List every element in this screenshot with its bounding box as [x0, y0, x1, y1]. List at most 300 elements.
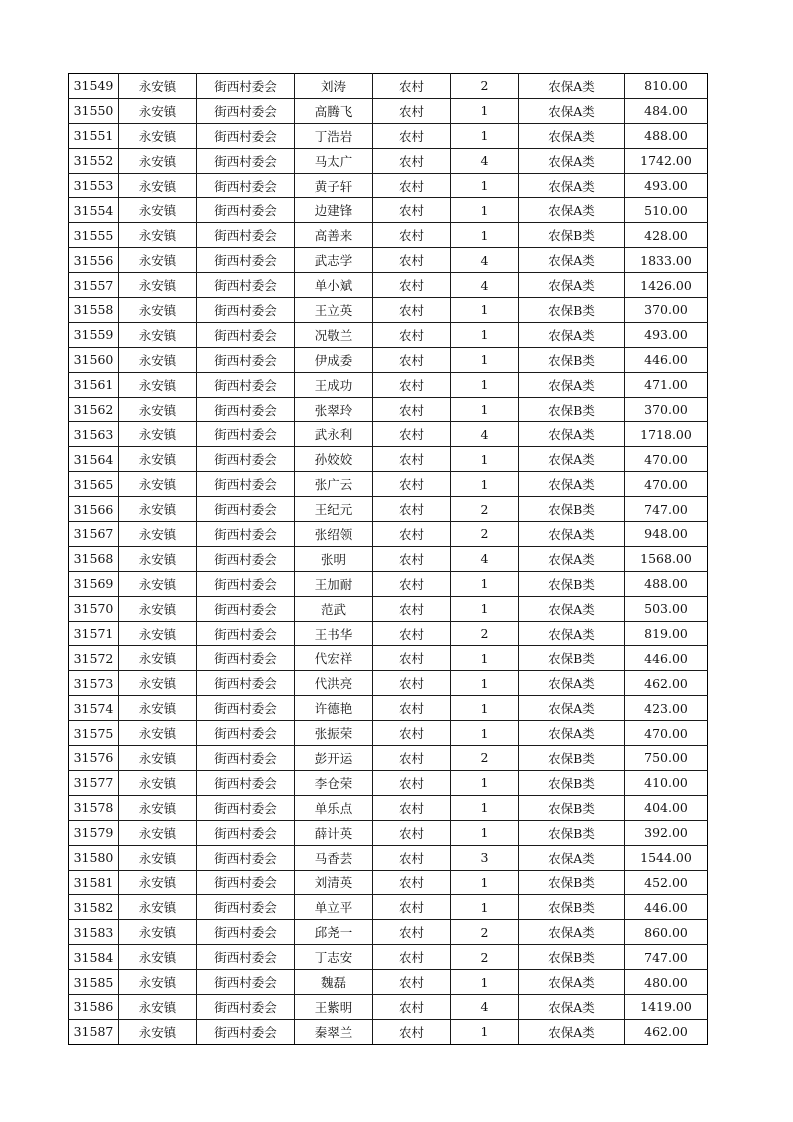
amount-cell: 1833.00: [625, 248, 708, 273]
record-id-cell: 31561: [69, 372, 119, 397]
residence-type-cell: 农村: [373, 148, 451, 173]
person-name-cell: 魏磊: [295, 970, 373, 995]
town-cell: 永安镇: [119, 223, 197, 248]
insurance-category-cell: 农保B类: [519, 895, 625, 920]
record-id-cell: 31552: [69, 148, 119, 173]
table-row: [69, 397, 708, 422]
insurance-category-cell: 农保A类: [519, 1019, 625, 1044]
town-cell: 永安镇: [119, 845, 197, 870]
document-page: [68, 73, 708, 1045]
person-name-cell: 秦翠兰: [295, 1019, 373, 1044]
town-cell: 永安镇: [119, 98, 197, 123]
table-row: [69, 770, 708, 795]
town-cell: 永安镇: [119, 1019, 197, 1044]
town-cell: 永安镇: [119, 173, 197, 198]
residence-type-cell: 农村: [373, 472, 451, 497]
table-row: [69, 920, 708, 945]
village-committee-cell: 街西村委会: [197, 820, 295, 845]
record-id-cell: 31575: [69, 721, 119, 746]
amount-cell: 747.00: [625, 497, 708, 522]
residence-type-cell: 农村: [373, 721, 451, 746]
amount-cell: 392.00: [625, 820, 708, 845]
household-count-cell: 1: [451, 696, 519, 721]
amount-cell: 446.00: [625, 646, 708, 671]
table-row: [69, 895, 708, 920]
residence-type-cell: 农村: [373, 74, 451, 99]
record-id-cell: 31566: [69, 497, 119, 522]
household-count-cell: 1: [451, 770, 519, 795]
person-name-cell: 高腾飞: [295, 98, 373, 123]
village-committee-cell: 街西村委会: [197, 696, 295, 721]
residence-type-cell: 农村: [373, 397, 451, 422]
person-name-cell: 张翠玲: [295, 397, 373, 422]
amount-cell: 1426.00: [625, 273, 708, 298]
residence-type-cell: 农村: [373, 322, 451, 347]
roster-body: [69, 74, 708, 1045]
town-cell: 永安镇: [119, 148, 197, 173]
town-cell: 永安镇: [119, 248, 197, 273]
residence-type-cell: 农村: [373, 945, 451, 970]
residence-type-cell: 农村: [373, 298, 451, 323]
insurance-category-cell: 农保B类: [519, 397, 625, 422]
record-id-cell: 31570: [69, 596, 119, 621]
residence-type-cell: 农村: [373, 497, 451, 522]
residence-type-cell: 农村: [373, 870, 451, 895]
town-cell: 永安镇: [119, 298, 197, 323]
person-name-cell: 单立平: [295, 895, 373, 920]
village-committee-cell: 街西村委会: [197, 198, 295, 223]
village-committee-cell: 街西村委会: [197, 970, 295, 995]
record-id-cell: 31550: [69, 98, 119, 123]
record-id-cell: 31563: [69, 422, 119, 447]
person-name-cell: 丁浩岩: [295, 123, 373, 148]
insurance-category-cell: 农保A类: [519, 198, 625, 223]
person-name-cell: 张绍领: [295, 522, 373, 547]
table-row: [69, 970, 708, 995]
insurance-category-cell: 农保B类: [519, 795, 625, 820]
insurance-category-cell: 农保A类: [519, 621, 625, 646]
household-count-cell: 1: [451, 123, 519, 148]
residence-type-cell: 农村: [373, 422, 451, 447]
table-row: [69, 322, 708, 347]
village-committee-cell: 街西村委会: [197, 497, 295, 522]
amount-cell: 462.00: [625, 671, 708, 696]
amount-cell: 423.00: [625, 696, 708, 721]
table-row: [69, 447, 708, 472]
residence-type-cell: 农村: [373, 347, 451, 372]
village-committee-cell: 街西村委会: [197, 571, 295, 596]
record-id-cell: 31556: [69, 248, 119, 273]
table-row: [69, 98, 708, 123]
person-name-cell: 伊成委: [295, 347, 373, 372]
insurance-category-cell: 农保B类: [519, 497, 625, 522]
amount-cell: 428.00: [625, 223, 708, 248]
person-name-cell: 黄子轩: [295, 173, 373, 198]
amount-cell: 370.00: [625, 298, 708, 323]
insurance-category-cell: 农保B类: [519, 223, 625, 248]
residence-type-cell: 农村: [373, 1019, 451, 1044]
household-count-cell: 1: [451, 472, 519, 497]
village-committee-cell: 街西村委会: [197, 223, 295, 248]
table-row: [69, 347, 708, 372]
record-id-cell: 31568: [69, 546, 119, 571]
record-id-cell: 31558: [69, 298, 119, 323]
table-row: [69, 372, 708, 397]
table-row: [69, 74, 708, 99]
village-committee-cell: 街西村委会: [197, 671, 295, 696]
person-name-cell: 王加耐: [295, 571, 373, 596]
village-committee-cell: 街西村委会: [197, 273, 295, 298]
table-row: [69, 596, 708, 621]
household-count-cell: 1: [451, 298, 519, 323]
village-committee-cell: 街西村委会: [197, 845, 295, 870]
residence-type-cell: 农村: [373, 546, 451, 571]
table-row: [69, 746, 708, 771]
town-cell: 永安镇: [119, 994, 197, 1019]
table-row: [69, 198, 708, 223]
person-name-cell: 代洪亮: [295, 671, 373, 696]
record-id-cell: 31577: [69, 770, 119, 795]
table-row: [69, 845, 708, 870]
household-count-cell: 1: [451, 1019, 519, 1044]
record-id-cell: 31564: [69, 447, 119, 472]
village-committee-cell: 街西村委会: [197, 148, 295, 173]
insurance-category-cell: 农保B类: [519, 298, 625, 323]
village-committee-cell: 街西村委会: [197, 795, 295, 820]
village-committee-cell: 街西村委会: [197, 347, 295, 372]
insurance-category-cell: 农保A类: [519, 970, 625, 995]
person-name-cell: 许德艳: [295, 696, 373, 721]
record-id-cell: 31551: [69, 123, 119, 148]
table-row: [69, 248, 708, 273]
village-committee-cell: 街西村委会: [197, 920, 295, 945]
insurance-category-cell: 农保A类: [519, 173, 625, 198]
record-id-cell: 31549: [69, 74, 119, 99]
village-committee-cell: 街西村委会: [197, 721, 295, 746]
record-id-cell: 31586: [69, 994, 119, 1019]
insurance-category-cell: 农保A类: [519, 721, 625, 746]
village-committee-cell: 街西村委会: [197, 870, 295, 895]
town-cell: 永安镇: [119, 447, 197, 472]
village-committee-cell: 街西村委会: [197, 98, 295, 123]
residence-type-cell: 农村: [373, 696, 451, 721]
town-cell: 永安镇: [119, 621, 197, 646]
table-row: [69, 173, 708, 198]
insurance-category-cell: 农保B类: [519, 746, 625, 771]
amount-cell: 452.00: [625, 870, 708, 895]
household-count-cell: 1: [451, 646, 519, 671]
residence-type-cell: 农村: [373, 123, 451, 148]
insurance-category-cell: 农保A类: [519, 273, 625, 298]
residence-type-cell: 农村: [373, 970, 451, 995]
household-count-cell: 1: [451, 596, 519, 621]
village-committee-cell: 街西村委会: [197, 646, 295, 671]
town-cell: 永安镇: [119, 646, 197, 671]
residence-type-cell: 农村: [373, 994, 451, 1019]
amount-cell: 1742.00: [625, 148, 708, 173]
amount-cell: 446.00: [625, 895, 708, 920]
insurance-category-cell: 农保A类: [519, 920, 625, 945]
person-name-cell: 刘清英: [295, 870, 373, 895]
person-name-cell: 丁志安: [295, 945, 373, 970]
village-committee-cell: 街西村委会: [197, 372, 295, 397]
town-cell: 永安镇: [119, 696, 197, 721]
person-name-cell: 单小斌: [295, 273, 373, 298]
insurance-category-cell: 农保A类: [519, 322, 625, 347]
residence-type-cell: 农村: [373, 845, 451, 870]
amount-cell: 1544.00: [625, 845, 708, 870]
table-row: [69, 1019, 708, 1044]
person-name-cell: 张广云: [295, 472, 373, 497]
table-row: [69, 646, 708, 671]
household-count-cell: 1: [451, 347, 519, 372]
record-id-cell: 31584: [69, 945, 119, 970]
person-name-cell: 薛计英: [295, 820, 373, 845]
village-committee-cell: 街西村委会: [197, 746, 295, 771]
residence-type-cell: 农村: [373, 746, 451, 771]
town-cell: 永安镇: [119, 746, 197, 771]
insurance-category-cell: 农保B类: [519, 870, 625, 895]
residence-type-cell: 农村: [373, 522, 451, 547]
town-cell: 永安镇: [119, 273, 197, 298]
household-count-cell: 2: [451, 522, 519, 547]
table-row: [69, 994, 708, 1019]
village-committee-cell: 街西村委会: [197, 546, 295, 571]
town-cell: 永安镇: [119, 596, 197, 621]
household-count-cell: 1: [451, 198, 519, 223]
record-id-cell: 31582: [69, 895, 119, 920]
table-row: [69, 472, 708, 497]
record-id-cell: 31555: [69, 223, 119, 248]
village-committee-cell: 街西村委会: [197, 895, 295, 920]
record-id-cell: 31567: [69, 522, 119, 547]
insurance-category-cell: 农保B类: [519, 571, 625, 596]
amount-cell: 510.00: [625, 198, 708, 223]
village-committee-cell: 街西村委会: [197, 74, 295, 99]
amount-cell: 470.00: [625, 472, 708, 497]
village-committee-cell: 街西村委会: [197, 1019, 295, 1044]
amount-cell: 488.00: [625, 123, 708, 148]
insurance-category-cell: 农保A类: [519, 74, 625, 99]
village-committee-cell: 街西村委会: [197, 422, 295, 447]
town-cell: 永安镇: [119, 522, 197, 547]
village-committee-cell: 街西村委会: [197, 397, 295, 422]
record-id-cell: 31559: [69, 322, 119, 347]
village-committee-cell: 街西村委会: [197, 472, 295, 497]
insurance-category-cell: 农保A类: [519, 845, 625, 870]
amount-cell: 948.00: [625, 522, 708, 547]
insurance-category-cell: 农保A类: [519, 123, 625, 148]
town-cell: 永安镇: [119, 970, 197, 995]
village-committee-cell: 街西村委会: [197, 173, 295, 198]
table-row: [69, 497, 708, 522]
household-count-cell: 1: [451, 820, 519, 845]
person-name-cell: 范武: [295, 596, 373, 621]
town-cell: 永安镇: [119, 546, 197, 571]
amount-cell: 503.00: [625, 596, 708, 621]
table-row: [69, 522, 708, 547]
amount-cell: 404.00: [625, 795, 708, 820]
residence-type-cell: 农村: [373, 671, 451, 696]
person-name-cell: 王纪元: [295, 497, 373, 522]
insurance-category-cell: 农保A类: [519, 98, 625, 123]
household-count-cell: 2: [451, 746, 519, 771]
table-row: [69, 870, 708, 895]
person-name-cell: 单乐点: [295, 795, 373, 820]
table-row: [69, 721, 708, 746]
amount-cell: 470.00: [625, 721, 708, 746]
residence-type-cell: 农村: [373, 770, 451, 795]
amount-cell: 1419.00: [625, 994, 708, 1019]
town-cell: 永安镇: [119, 870, 197, 895]
person-name-cell: 邱尧一: [295, 920, 373, 945]
town-cell: 永安镇: [119, 945, 197, 970]
amount-cell: 480.00: [625, 970, 708, 995]
village-committee-cell: 街西村委会: [197, 945, 295, 970]
town-cell: 永安镇: [119, 671, 197, 696]
town-cell: 永安镇: [119, 198, 197, 223]
village-committee-cell: 街西村委会: [197, 248, 295, 273]
table-row: [69, 571, 708, 596]
residence-type-cell: 农村: [373, 198, 451, 223]
record-id-cell: 31581: [69, 870, 119, 895]
amount-cell: 1568.00: [625, 546, 708, 571]
person-name-cell: 边建锋: [295, 198, 373, 223]
table-row: [69, 422, 708, 447]
household-count-cell: 1: [451, 173, 519, 198]
insurance-category-cell: 农保A类: [519, 696, 625, 721]
record-id-cell: 31572: [69, 646, 119, 671]
residence-type-cell: 农村: [373, 646, 451, 671]
village-committee-cell: 街西村委会: [197, 770, 295, 795]
household-count-cell: 4: [451, 273, 519, 298]
village-committee-cell: 街西村委会: [197, 596, 295, 621]
person-name-cell: 马太广: [295, 148, 373, 173]
town-cell: 永安镇: [119, 820, 197, 845]
residence-type-cell: 农村: [373, 621, 451, 646]
household-count-cell: 2: [451, 945, 519, 970]
household-count-cell: 1: [451, 721, 519, 746]
record-id-cell: 31569: [69, 571, 119, 596]
residence-type-cell: 农村: [373, 173, 451, 198]
insurance-category-cell: 农保A类: [519, 422, 625, 447]
household-count-cell: 1: [451, 970, 519, 995]
insurance-category-cell: 农保A类: [519, 671, 625, 696]
table-row: [69, 148, 708, 173]
record-id-cell: 31553: [69, 173, 119, 198]
town-cell: 永安镇: [119, 472, 197, 497]
record-id-cell: 31560: [69, 347, 119, 372]
record-id-cell: 31557: [69, 273, 119, 298]
household-count-cell: 2: [451, 74, 519, 99]
household-count-cell: 1: [451, 397, 519, 422]
insurance-category-cell: 农保A类: [519, 522, 625, 547]
insurance-category-cell: 农保A类: [519, 148, 625, 173]
town-cell: 永安镇: [119, 372, 197, 397]
amount-cell: 471.00: [625, 372, 708, 397]
record-id-cell: 31587: [69, 1019, 119, 1044]
village-committee-cell: 街西村委会: [197, 123, 295, 148]
amount-cell: 410.00: [625, 770, 708, 795]
insurance-category-cell: 农保A类: [519, 546, 625, 571]
person-name-cell: 武永利: [295, 422, 373, 447]
household-count-cell: 1: [451, 870, 519, 895]
record-id-cell: 31578: [69, 795, 119, 820]
residence-type-cell: 农村: [373, 820, 451, 845]
record-id-cell: 31554: [69, 198, 119, 223]
household-count-cell: 3: [451, 845, 519, 870]
table-row: [69, 795, 708, 820]
household-count-cell: 2: [451, 497, 519, 522]
table-row: [69, 273, 708, 298]
town-cell: 永安镇: [119, 422, 197, 447]
amount-cell: 747.00: [625, 945, 708, 970]
roster-table: [68, 73, 708, 1045]
table-row: [69, 546, 708, 571]
residence-type-cell: 农村: [373, 223, 451, 248]
insurance-category-cell: 农保A类: [519, 447, 625, 472]
residence-type-cell: 农村: [373, 273, 451, 298]
residence-type-cell: 农村: [373, 571, 451, 596]
table-row: [69, 696, 708, 721]
amount-cell: 370.00: [625, 397, 708, 422]
table-row: [69, 820, 708, 845]
household-count-cell: 1: [451, 795, 519, 820]
town-cell: 永安镇: [119, 497, 197, 522]
residence-type-cell: 农村: [373, 447, 451, 472]
household-count-cell: 4: [451, 248, 519, 273]
household-count-cell: 1: [451, 571, 519, 596]
person-name-cell: 王书华: [295, 621, 373, 646]
town-cell: 永安镇: [119, 123, 197, 148]
table-row: [69, 945, 708, 970]
household-count-cell: 4: [451, 148, 519, 173]
person-name-cell: 李仓荣: [295, 770, 373, 795]
person-name-cell: 武志学: [295, 248, 373, 273]
insurance-category-cell: 农保A类: [519, 372, 625, 397]
insurance-category-cell: 农保A类: [519, 472, 625, 497]
person-name-cell: 张振荣: [295, 721, 373, 746]
person-name-cell: 高善来: [295, 223, 373, 248]
village-committee-cell: 街西村委会: [197, 522, 295, 547]
household-count-cell: 1: [451, 223, 519, 248]
village-committee-cell: 街西村委会: [197, 322, 295, 347]
household-count-cell: 4: [451, 422, 519, 447]
household-count-cell: 1: [451, 895, 519, 920]
record-id-cell: 31576: [69, 746, 119, 771]
person-name-cell: 孙姣姣: [295, 447, 373, 472]
town-cell: 永安镇: [119, 322, 197, 347]
insurance-category-cell: 农保B类: [519, 646, 625, 671]
town-cell: 永安镇: [119, 571, 197, 596]
person-name-cell: 王成功: [295, 372, 373, 397]
amount-cell: 446.00: [625, 347, 708, 372]
town-cell: 永安镇: [119, 920, 197, 945]
village-committee-cell: 街西村委会: [197, 447, 295, 472]
amount-cell: 488.00: [625, 571, 708, 596]
table-row: [69, 123, 708, 148]
record-id-cell: 31565: [69, 472, 119, 497]
person-name-cell: 代宏祥: [295, 646, 373, 671]
record-id-cell: 31571: [69, 621, 119, 646]
amount-cell: 484.00: [625, 98, 708, 123]
residence-type-cell: 农村: [373, 372, 451, 397]
person-name-cell: 马香芸: [295, 845, 373, 870]
household-count-cell: 1: [451, 447, 519, 472]
residence-type-cell: 农村: [373, 248, 451, 273]
household-count-cell: 4: [451, 546, 519, 571]
residence-type-cell: 农村: [373, 895, 451, 920]
